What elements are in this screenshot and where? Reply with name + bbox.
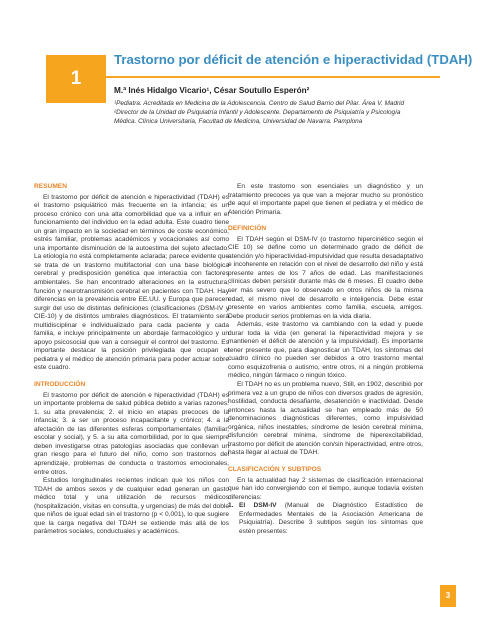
affiliation-3: Médica. Clínica Universitaria, Facultad de Medicina, Universidad de Navarra. Pamplona xyxy=(114,118,363,125)
chapter-number-box xyxy=(46,55,106,103)
definition-paragraph-1: El TDAH según el DSM-IV (o trastorno hipercinético según el CIE 10) se define como un determinado grado de déficit de atención y/o hiperactividad-impulsividad que resulta desadaptativo e incoherente en relación con el nivel de desarrollo del niño y está presente antes de los 7 años de edad. Las manifestaciones clínicas deben persistir durante más de 6 meses. El cuadro debe ser más severo que lo observado en otros niños de la misma edad, el mismo nivel de desarrollo e inteligencia. Debe estar presente en varios ambientes como familia, escuela, amigos. Debe producir serios problemas en la vida diaria. xyxy=(228,235,423,320)
chapter-title: Trastorno por déficit de atención e hiperactividad (TDAH) xyxy=(114,52,473,67)
definition-heading: DEFINICIÓN xyxy=(228,225,267,233)
resumen-paragraph: El trastorno por déficit de atención e hiperactividad (TDAH) es el trastorno psiquiátrico más frecuente en la infancia; es un proceso crónico con una alta comorbilidad que va a influir en el funcionamiento del individuo en la edad adulta. Este cuadro tiene un gran impacto en la sociedad en términos de coste económico, estrés familiar, problemas académicos y vocacionales así como una importante disminución de la autoestima del sujeto afectado. La etiología no está completamente aclarada; parece evidente que se trata de un trastorno multifactorial con una base biológica cerebral y predisposición genética que interactúa con factores ambientales. Se han encontrado alteraciones en la estructura, función y neurotransmisión cerebral en pacientes con TDAH. Hay diferencias en la prevalencia entre EE.UU. y Europa que parecen surgir del uso de distintas definiciones (clasificaciones (DSM-IV y CIE-10) y de distintos umbrales diagnósticos. El tratamiento será multidisciplinar e individualizado para cada paciente y cada familia, e incluye principalmente un abordaje farmacológico y un apoyo psicosocial que van a conseguir el control del trastorno. Es importante destacar la posición privilegiada que ocupan el pediatra y el médico de atención primaria para poder actuar sobre este cuadro. xyxy=(34,193,230,372)
authors: M.ª Inés Hidalgo Vicario¹, César Soutullo Esperón² xyxy=(114,86,310,95)
affiliation-1: ¹Pediatra. Acreditada en Medicina de la Adolescencia. Centro de Salud Barrio del Pilar. Área V. Madrid xyxy=(114,100,405,107)
list-item-number: 1. xyxy=(228,502,234,510)
list-item-text xyxy=(239,502,423,536)
list-item-bold: El DSM-IV xyxy=(239,502,277,510)
intro-paragraph-3: En este trastorno son esenciales un diagnóstico y un tratamiento precoces ya que van a mejorar mucho su pronóstico de aquí el importante papel que tienen el pediatra y el médico de Atención Primaria. xyxy=(228,183,423,216)
page-number-box xyxy=(440,585,456,607)
list-item xyxy=(228,502,423,536)
right-column xyxy=(228,183,423,536)
page-number: 3 xyxy=(445,591,451,600)
intro-heading: INTRODUCCIÓN xyxy=(34,381,86,389)
definition-paragraph-3: El TDAH no es un problema nuevo, Still, en 1902, describió por primera vez a un grupo de niños con diversos grados de agresión, hostilidad, conducta desafiante, desatención e inactividad. Desde entonces hasta la actualidad se han empleado más de 50 denominaciones diagnósticas diferentes, como impulsividad orgánica, niños inestables, síndrome de lesión cerebral mínima, disfunción cerebral mínima, síndrome de hiperexcitabilidad, trastorno por déficit de atención con/sin hiperactividad, entre otros, hasta llegar al actual de TDAH. xyxy=(228,381,423,457)
classification-paragraph: En la actualidad hay 2 sistemas de clasificación internacional que han ido convergiendo con el tiempo, aunque todavía existen diferencias: xyxy=(228,476,423,501)
affiliation-2: ²Director de la Unidad de Psiquiatría Infantil y Adolescente. Departamento de Psiquiatría y Psicología xyxy=(114,109,401,116)
intro-paragraph-1: El trastorno por déficit de atención e hiperactividad (TDAH) es un importante problema de salud pública debido a varias razones: 1. su alta prevalencia; 2. el inicio en etapas precoces de la infancia; 3. a ser un proceso incapacitante y crónico; 4. a la afectación de las diferentes esferas comportamentales (familiar, escolar y social), y 5. a su alta comorbilidad, por lo que siempre deben investigarse otras patologías asociadas que conllevan un gran riesgo para el futuro del niño, como son trastornos del aprendizaje, problemas de conducta o trastornos emocionales, entre otros. xyxy=(34,391,229,476)
intro-paragraph-2: Estudios longitudinales recientes indican que los niños con TDAH de ambos sexos y de cualquier edad generan un gasto médico total y una utilización de recursos médicos (hospitalización, visitas en consulta, y urgencias) de más del doble que niños de igual edad sin el trastorno (p < 0,001), lo que sugiere que la carga negativa del TDAH se extiende más allá de los parámetros sociales, conductuales y académicos. xyxy=(34,477,229,536)
left-column xyxy=(34,183,229,537)
resumen-heading: RESUMEN xyxy=(34,183,67,190)
title-rule xyxy=(106,76,440,78)
chapter-number: 1 xyxy=(70,68,82,89)
list-item-body: (Manual de Diagnóstico Estadístico de Enfermedades Mentales de la Asociación Americana de Psiquiatría). Describe 3 subtipos según los síntomas que estén presentes: xyxy=(239,502,423,535)
classification-heading: CLASIFICACIÓN Y SUBTIPOS xyxy=(228,465,322,473)
definition-paragraph-2: Además, este trastorno va cambiando con la edad y puede durar toda la vida (en general la hiperactividad mejora y se mantienen el déficit de atención y la impulsividad). Es importante tener presente que, para diagnosticar un TDAH, los síntomas del cuadro clínico no pueden ser debidos a otro trastorno mental como esquizofrenia o autismo, entre otros, ni a ningún problema médico, ningún fármaco o ningún tóxico. xyxy=(228,321,423,380)
